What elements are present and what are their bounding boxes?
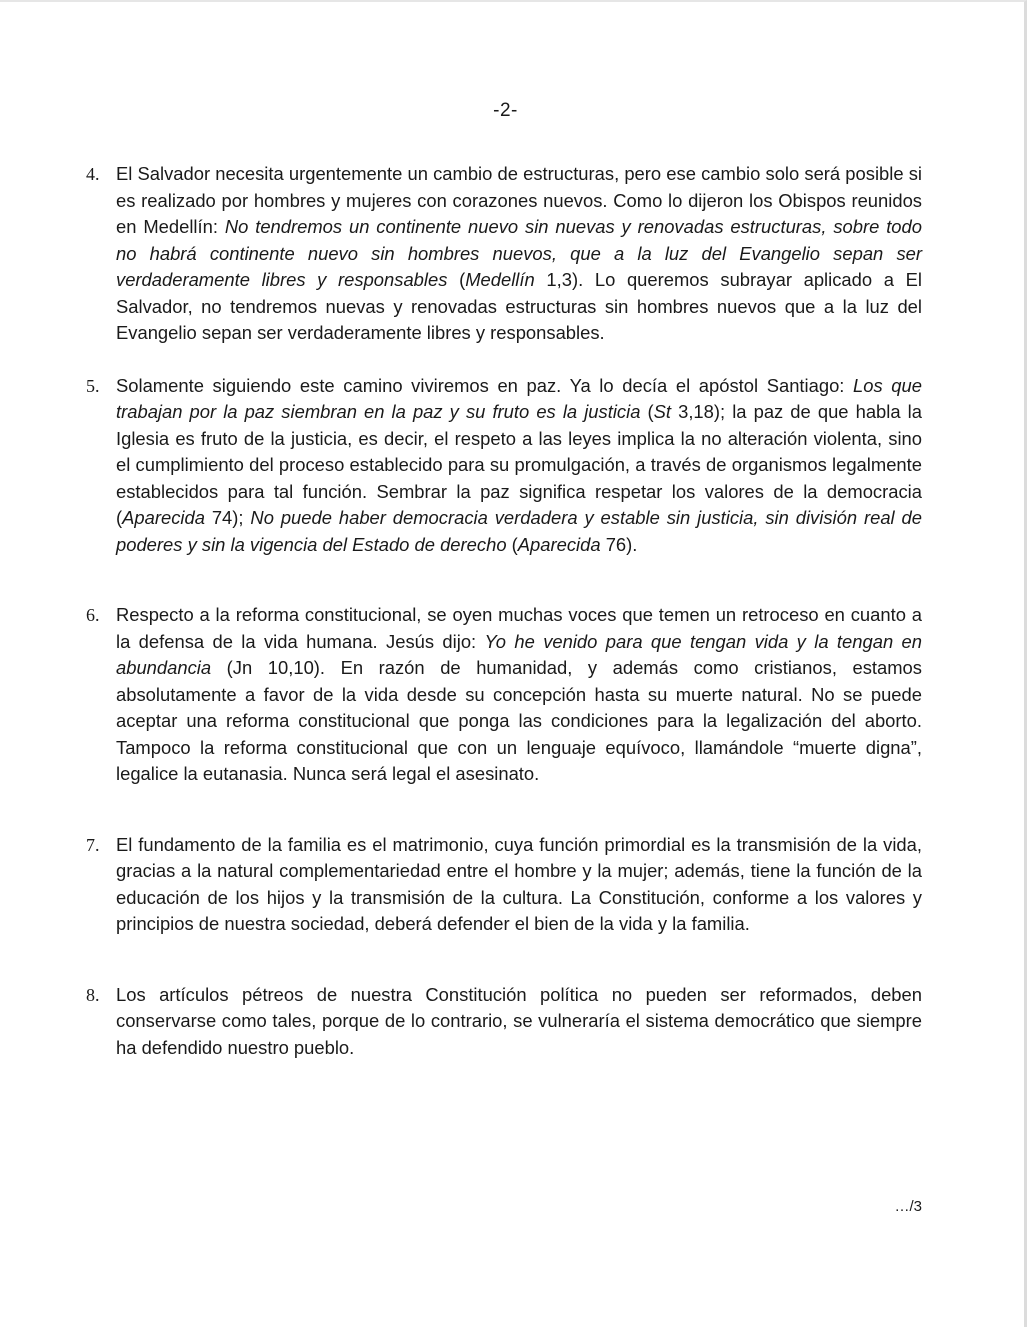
text-run: ( [447, 269, 466, 290]
item-paragraph [116, 161, 922, 347]
item-paragraph [116, 602, 922, 788]
list-item [86, 832, 922, 938]
italic-quote-run: Aparecida [122, 507, 205, 528]
item-number: 4. [86, 164, 100, 184]
text-run: 76). [600, 533, 638, 555]
item-number: 6. [86, 605, 100, 625]
italic-quote-run: No tendremos un continente nuevo sin nuevas y renovadas estructuras, sobre todo no habrá continente nuevo sin hombres nuevos, que a la luz del Evangelio sepan ser verdaderamente libres y responsables [116, 216, 922, 290]
item-paragraph [116, 373, 922, 559]
text-run: El fundamento de la familia es el matrimonio, cuya función primordial es la transmisión de la vida, gracias a la natural complementariedad entre el hombre y la mujer; además, tiene la función de la educación de los hijos y la transmisión de la cultura. La Constitución, conforme a los valores y principios de nuestra sociedad, deberá defender el bien de la vida y la familia. [116, 833, 922, 934]
page-number: -2- [493, 100, 518, 121]
italic-quote-run: Los que trabajan por la paz siembran en la paz y su fruto es la justicia [116, 374, 922, 422]
item-number: 8. [86, 984, 100, 1005]
item-paragraph [116, 982, 922, 1062]
item-number: 7. [86, 834, 100, 855]
item-number: 5. [86, 375, 100, 396]
text-run: El Salvador necesita urgentemente un cambio de estructuras, pero ese cambio solo será posible si es realizado por hombres y mujeres con corazones nuevos. Como lo dijeron los Obispos reunidos en Medellín: [116, 163, 922, 237]
italic-quote-run: St [653, 401, 672, 422]
text-run: 1,3). Lo queremos subrayar aplicado a El Salvador, no tendremos nuevas y renovadas estructuras sin hombres nuevos que a la luz del Evangelio sepan ser verdaderamente libres y responsables. [116, 269, 922, 343]
italic-quote-run: Medellín [465, 269, 535, 290]
italic-quote-run: Aparecida [517, 533, 601, 555]
italic-quote-run: No puede haber democracia verdadera y estable sin justicia, sin división real de poderes y sin la vigencia del Estado de derecho [116, 507, 922, 555]
italic-quote-run: Yo he venido para que tengan vida y la tengan en abundancia [116, 630, 922, 678]
list-item [86, 602, 922, 788]
item-paragraph [116, 832, 922, 938]
text-run: 74); [204, 507, 251, 528]
text-run: Respecto a la reforma constitucional, se oyen muchas voces que temen un retroceso en cuanto a la defensa de la vida humana. Jesús dijo: [116, 604, 922, 652]
page-continuation-marker: …/3 [894, 1198, 922, 1215]
text-run: 3,18); la paz de que habla la Iglesia es fruto de la justicia, es decir, el respeto a las leyes implica la no alteración violenta, sino el cumplimiento del proceso establecido para su promulgación, a través de organismos legalmente establecidos para tal función. Sembrar la paz significa respetar los valores de la democracia ( [116, 401, 922, 528]
list-item [86, 373, 922, 559]
text-run: Solamente siguiendo este camino viviremos en paz. Ya lo decía el apóstol Santiago: [116, 374, 854, 396]
list-item [86, 161, 922, 347]
numbered-list [86, 161, 922, 1061]
text-run: (Jn 10,10). En razón de humanidad, y además como cristianos, estamos absolutamente a favor de la vida desde su concepción hasta su muerte natural. No se puede aceptar una reforma constitucional que ponga las condiciones para la legalización del aborto. Tampoco la reforma constitucional que con un lenguaje equívoco, llamándole “muerte digna”, legalice la eutanasia. Nunca será legal el asesinato. [116, 657, 922, 784]
text-run: ( [640, 401, 654, 422]
text-run: Los artículos pétreos de nuestra Constitución política no pueden ser reformados, deben conservarse como tales, porque de lo contrario, se vulneraría el sistema democrático que siempre ha defendido nuestro pueblo. [116, 983, 922, 1058]
list-item [86, 982, 922, 1062]
text-run: ( [506, 533, 518, 555]
